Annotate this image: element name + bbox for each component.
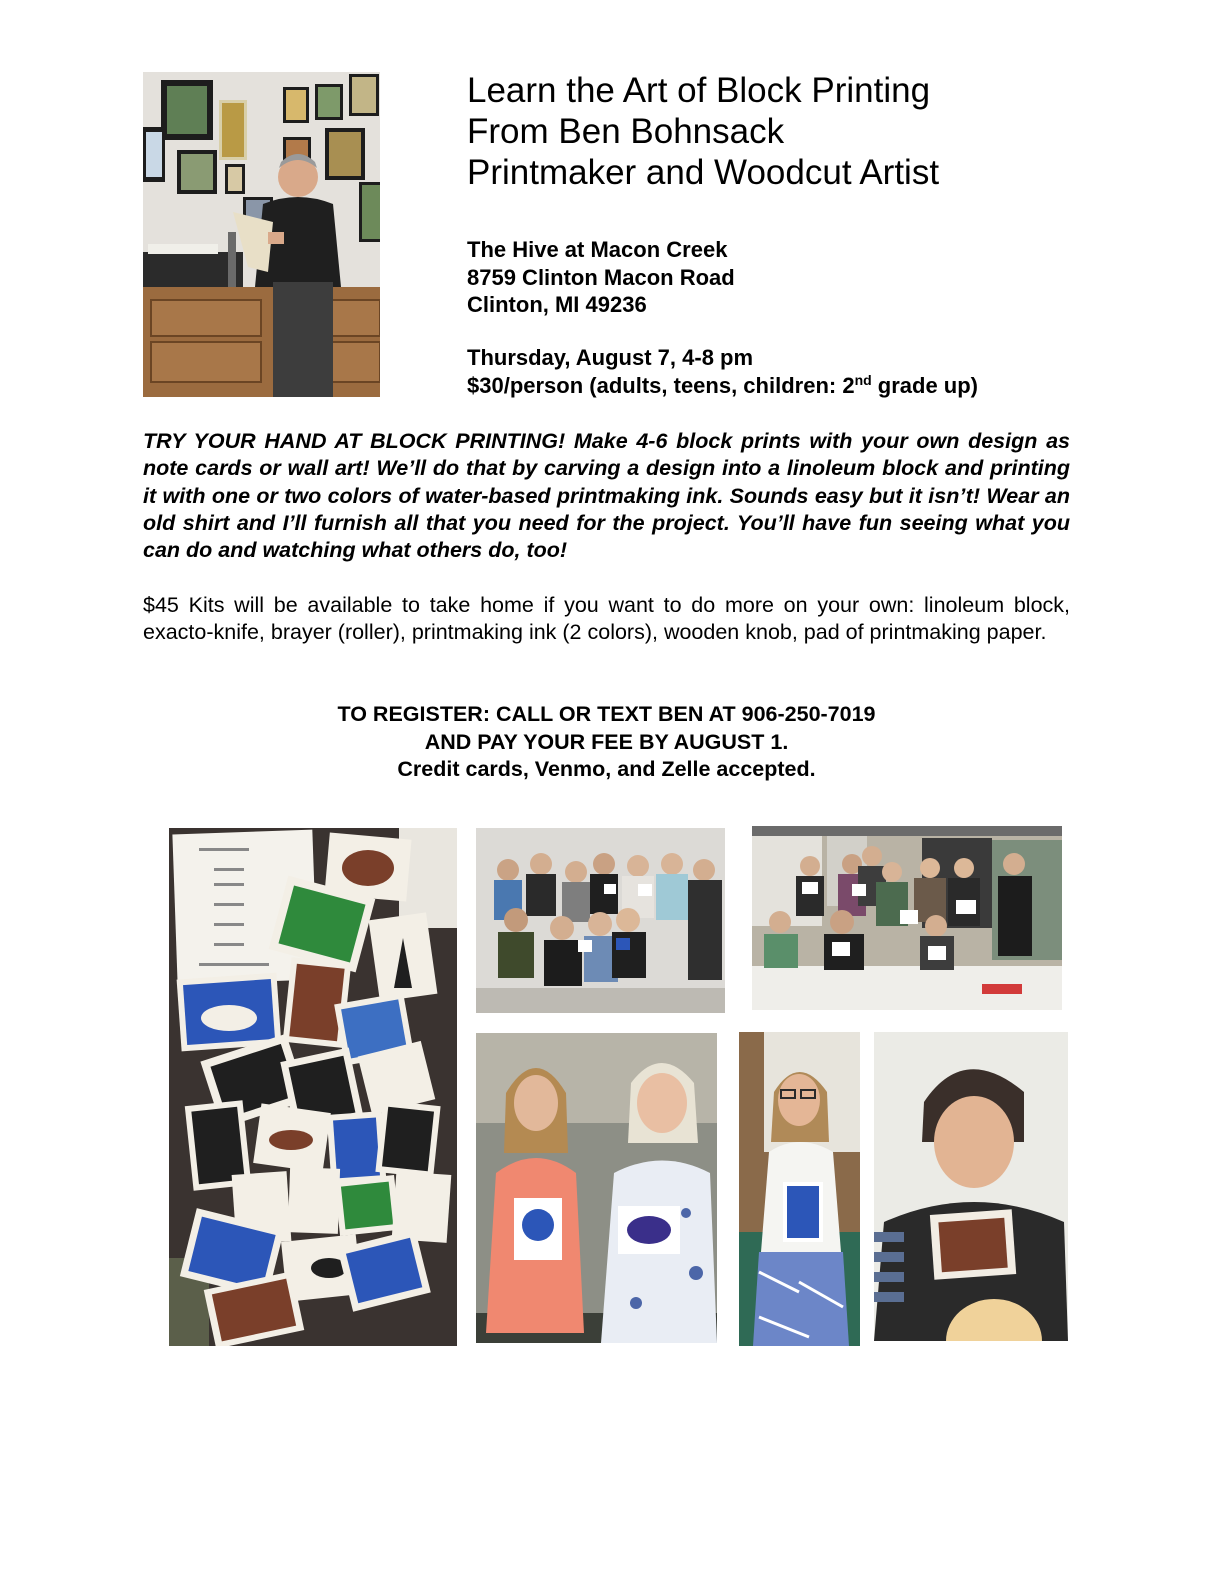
register-line-1: TO REGISTER: CALL OR TEXT BEN AT 906-250-7019 <box>337 702 876 726</box>
print-samples-photo <box>169 828 457 1346</box>
participants-photo-3 <box>874 1032 1068 1341</box>
title-line-2: From Ben Bohnsack <box>467 112 785 151</box>
event-datetime: Thursday, August 7, 4-8 pm <box>467 345 754 370</box>
participants-photo-2 <box>739 1032 860 1346</box>
venue-street: 8759 Clinton Macon Road <box>467 264 735 290</box>
registration-info <box>143 701 1070 784</box>
register-line-3: Credit cards, Venmo, and Zelle accepted. <box>397 757 816 781</box>
title-line-1: Learn the Art of Block Printing <box>467 71 931 110</box>
register-line-2: AND PAY YOUR FEE BY AUGUST 1. <box>424 729 789 754</box>
event-price <box>467 372 978 400</box>
price-ordinal: nd <box>854 371 872 388</box>
kits-info: $45 Kits will be available to take home if you want to do more on your own: linoleum block, exacto-knife, brayer (roller), printmaking ink (2 colors), wooden knob, pad of printmaking paper. <box>143 593 1070 645</box>
event-description: TRY YOUR HAND AT BLOCK PRINTING! Make 4-6 block prints with your own design as note cards or wall art! We’ll do that by carving a design into a linoleum block and printing it with one or two colors of water-based printmaking ink. Sounds easy but it isn’t! Wear an old shirt and I’ll furnish all that you need for the project. You’ll have fun seeing what you can do and watching what others do, too! <box>143 429 1070 563</box>
venue-address <box>467 236 735 319</box>
title-line-3: Printmaker and Woodcut Artist <box>467 153 940 192</box>
venue-city: Clinton, MI 49236 <box>467 292 647 317</box>
artist-photo <box>143 72 380 397</box>
event-title <box>467 70 1167 193</box>
participants-photo-1 <box>476 1033 717 1343</box>
group-photo-1 <box>476 828 725 1013</box>
venue-name: The Hive at Macon Creek <box>467 237 728 262</box>
price-suffix: grade up) <box>871 372 979 398</box>
group-photo-2 <box>752 826 1062 1010</box>
event-details <box>467 344 978 399</box>
price-prefix: $30/person (adults, teens, children: 2 <box>467 372 855 398</box>
